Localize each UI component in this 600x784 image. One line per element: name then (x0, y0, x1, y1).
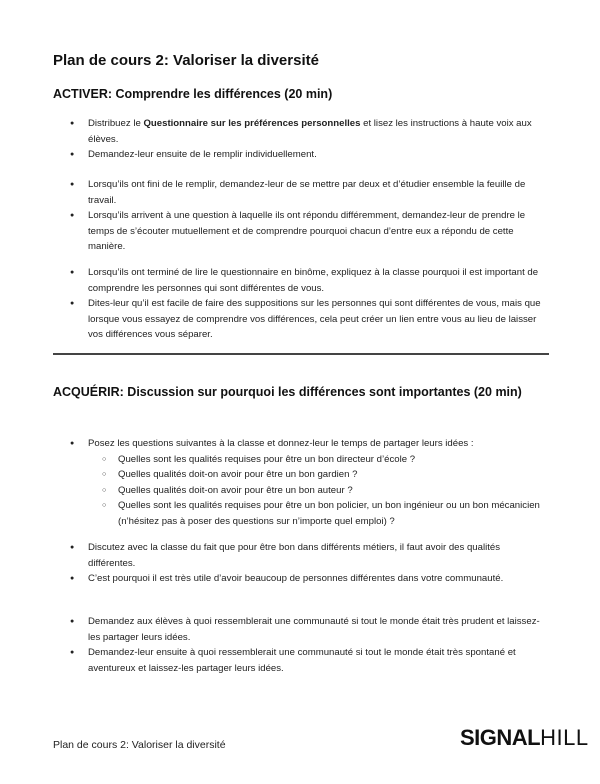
list-item: ● Lorsqu’ils arrivent à une question à laquelle ils ont répondu différemment, demandez-leur de prendre le temps de s’écouter mutuellement et de comprendre pourquoi chacun d’entre eux a répondu de cette manière. (88, 208, 548, 255)
sub-list-item: ○ Quelles sont les qualités requises pour être un bon policier, un bon ingénieur ou un bon mécanicien (n’hésitez pas à poser des questions sur n’importe quel emploi) ? (118, 498, 548, 529)
bullet-group (88, 265, 548, 343)
list-item: ● Demandez aux élèves à quoi ressemblerait une communauté si tout le monde était très prudent et laissez-les partager leurs idées. (88, 614, 548, 645)
list-item: ● Discutez avec la classe du fait que pour être bon dans différents métiers, il faut avoir des qualités différentes. (88, 540, 548, 571)
list-item: ● C’est pourquoi il est très utile d’avoir beaucoup de personnes différentes dans votre communauté. (88, 571, 548, 587)
list-item: ● Demandez-leur ensuite de le remplir individuellement. (88, 147, 548, 163)
worksheet-name: Questionnaire sur les préférences personnelles (143, 118, 361, 129)
list-item: ● Lorsqu’ils ont fini de le remplir, demandez-leur de se mettre par deux et d’étudier ensemble la feuille de travail. (88, 177, 548, 208)
list-item: ● Lorsqu’ils ont terminé de lire le questionnaire en binôme, expliquez à la classe pourquoi il est important de comprendre les personnes qui sont différentes de vous. (88, 265, 548, 296)
sub-list-item: ○ Quelles qualités doit-on avoir pour être un bon gardien ? (118, 467, 548, 483)
bullet-group (88, 540, 548, 587)
list-item: ● Distribuez le Questionnaire sur les préférences personnelles et lisez les instructions à haute voix aux élèves. (88, 116, 548, 147)
bullet-group (88, 614, 548, 676)
sub-list (88, 452, 548, 530)
bullet-group (88, 436, 548, 529)
signal-hill-logo: SIGNALHILL (460, 725, 589, 750)
sub-list-item: ○ Quelles qualités doit-on avoir pour être un bon auteur ? (118, 483, 548, 499)
list-item: ● Demandez-leur ensuite à quoi ressemblerait une communauté si tout le monde était très spontané et aventureux et laissez-les partager leurs idées. (88, 645, 548, 676)
bullet-group (88, 116, 548, 163)
sub-list-item: ○ Quelles sont les qualités requises pour être un bon directeur d’école ? (118, 452, 548, 468)
page-title: Plan de cours 2: Valoriser la diversité (53, 52, 319, 69)
footer-text: Plan de cours 2: Valoriser la diversité (53, 739, 226, 751)
section-heading-acquerir: ACQUÉRIR: Discussion sur pourquoi les différences sont importantes (20 min) (53, 385, 522, 399)
section-divider (53, 353, 549, 355)
section-heading-activer: ACTIVER: Comprendre les différences (20 min) (53, 87, 333, 101)
bullet-group (88, 177, 548, 255)
list-item: ● Posez les questions suivantes à la classe et donnez-leur le temps de partager leurs idées : ○ Quelles sont les qualités requises pour être un bon directeur d’école ? ○ Quelles qualités doit-on avoir pour être un bon gardien ? ○ Quelles qualités doit-on avoir pour être un bon auteur ? ○ Quelles sont les qualités requises pour être un bon policier, un bon ingénieur ou un bon mécanicien (n’hésitez pas à poser des questions sur n’importe quel emploi) ? (88, 436, 548, 529)
list-item: ● Dites-leur qu’il est facile de faire des suppositions sur les personnes qui sont différentes de vous, mais que lorsque vous essayez de comprendre vos différences, cela peut créer un lien entre vous au lieu de laisser vos différences vous séparer. (88, 296, 548, 343)
